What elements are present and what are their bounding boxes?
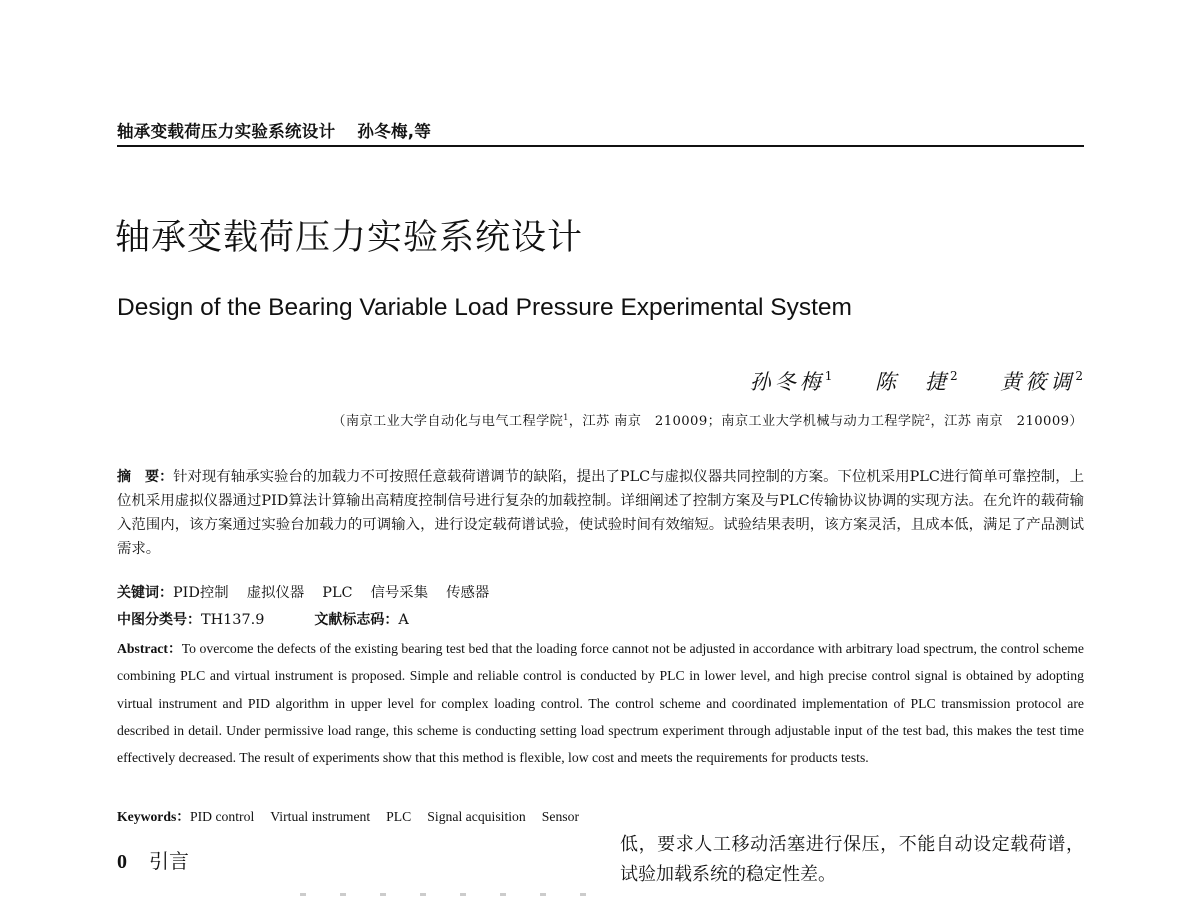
- author-affiliation-mark: 1: [824, 369, 833, 383]
- affiliation-mark: 1: [563, 413, 569, 422]
- author: [1000, 370, 1083, 394]
- section-heading: [117, 845, 189, 874]
- doc-code-label: 文献标志码：: [314, 612, 399, 628]
- author-name: 孙冬梅: [749, 370, 825, 394]
- affiliation-close: ）: [1069, 414, 1083, 429]
- keyword-cn: 传感器: [446, 585, 490, 601]
- header-rule: [117, 145, 1084, 147]
- running-header-authors: 孙冬梅,等: [357, 122, 432, 141]
- running-header: [117, 118, 431, 142]
- abstract-en-label: Abstract：: [117, 641, 182, 656]
- keyword-cn: PLC: [322, 585, 353, 601]
- cut-off-text-remnant: [300, 893, 600, 896]
- keywords-en: [117, 805, 595, 825]
- author-affiliation-mark: 2: [1075, 369, 1083, 383]
- author-list: [714, 366, 1083, 396]
- keywords-cn-label: 关键词：: [117, 585, 173, 601]
- keyword-cn: PID控制: [173, 585, 229, 601]
- section-title: 引言: [149, 849, 189, 873]
- affiliation-part: ，江苏 南京 210009: [930, 414, 1070, 429]
- keyword-en: PID control: [190, 809, 255, 824]
- keyword-en: Signal acquisition: [427, 809, 526, 824]
- clc-label: 中图分类号：: [117, 612, 201, 628]
- affiliation-open: （: [332, 414, 346, 429]
- affiliation-mark: 2: [925, 413, 931, 422]
- abstract-cn-label: 摘 要：: [117, 469, 174, 485]
- keyword-en: Virtual instrument: [270, 809, 371, 824]
- keyword-cn: 信号采集: [370, 585, 429, 601]
- author-name: 陈 捷: [875, 370, 951, 394]
- doc-code-value: A: [398, 612, 409, 628]
- section-number: 0: [117, 851, 127, 873]
- affiliation-part: 南京工业大学自动化与电气工程学院: [345, 414, 564, 429]
- affiliation: [332, 410, 1083, 429]
- clc-value: TH137.9: [201, 612, 265, 628]
- affiliation-part: ，江苏 南京 210009；南京工业大学机械与动力工程学院: [568, 414, 926, 429]
- keyword-cn: 虚拟仪器: [246, 585, 305, 601]
- author: [875, 370, 958, 394]
- abstract-cn-text: 针对现有轴承实验台的加载力不可按照任意载荷谱调节的缺陷，提出了PLC与虚拟仪器共同控制的方案。下位机采用PLC进行简单可靠控制，上位机采用虚拟仪器通过PID算法计算输出高精度控制信号进行复杂的加载控制。详细阐述了控制方案及与PLC传输协议协调的实现方法。在允许的载荷输入范围内，该方案通过实验台加载力的可调输入，进行设定载荷谱试验，使试验时间有效缩短。试验结果表明，该方案灵活，且成本低，满足了产品测试需求。: [117, 469, 1084, 557]
- classification: [117, 609, 409, 629]
- body-text-right-column: 低，要求人工移动活塞进行保压，不能自动设定载荷谱，试验加载系统的稳定性差。: [620, 834, 1084, 885]
- author-affiliation-mark: 2: [950, 369, 958, 383]
- author-name: 黄筱调: [1000, 370, 1076, 394]
- author: [750, 370, 833, 394]
- abstract-en-text: To overcome the defects of the existing bearing test bed that the loading force cannot not be adjusted in accordance with arbitrary load spectrum, the control scheme combining PLC and virtual instrument is proposed. Simple and reliable control is conducted by PLC in lower level, and high precise control signal is obtained by adopting virtual instrument and PID algorithm in upper level for complex loading control. The control scheme and coordinated implementation of PLC transmission protocol are described in detail. Under permissive load range, this scheme is conducting setting load spectrum experiment through adjustable input of the test bad, this makes the test time effectively decreased. The result of experiments show that this method is flexible, low cost and meets the requirements for products tests.: [117, 641, 1084, 766]
- abstract-cn: [117, 465, 1084, 561]
- keywords-en-label: Keywords：: [117, 809, 190, 824]
- keyword-en: Sensor: [541, 809, 580, 824]
- paper-title-cn: 轴承变载荷压力实验系统设计: [115, 218, 584, 258]
- abstract-en: [117, 635, 1084, 771]
- running-header-title: 轴承变载荷压力实验系统设计: [117, 122, 336, 141]
- keywords-cn: [117, 581, 507, 602]
- keyword-en: PLC: [386, 809, 412, 824]
- paper-title-en: Design of the Bearing Variable Load Pressure Experimental System: [117, 294, 852, 321]
